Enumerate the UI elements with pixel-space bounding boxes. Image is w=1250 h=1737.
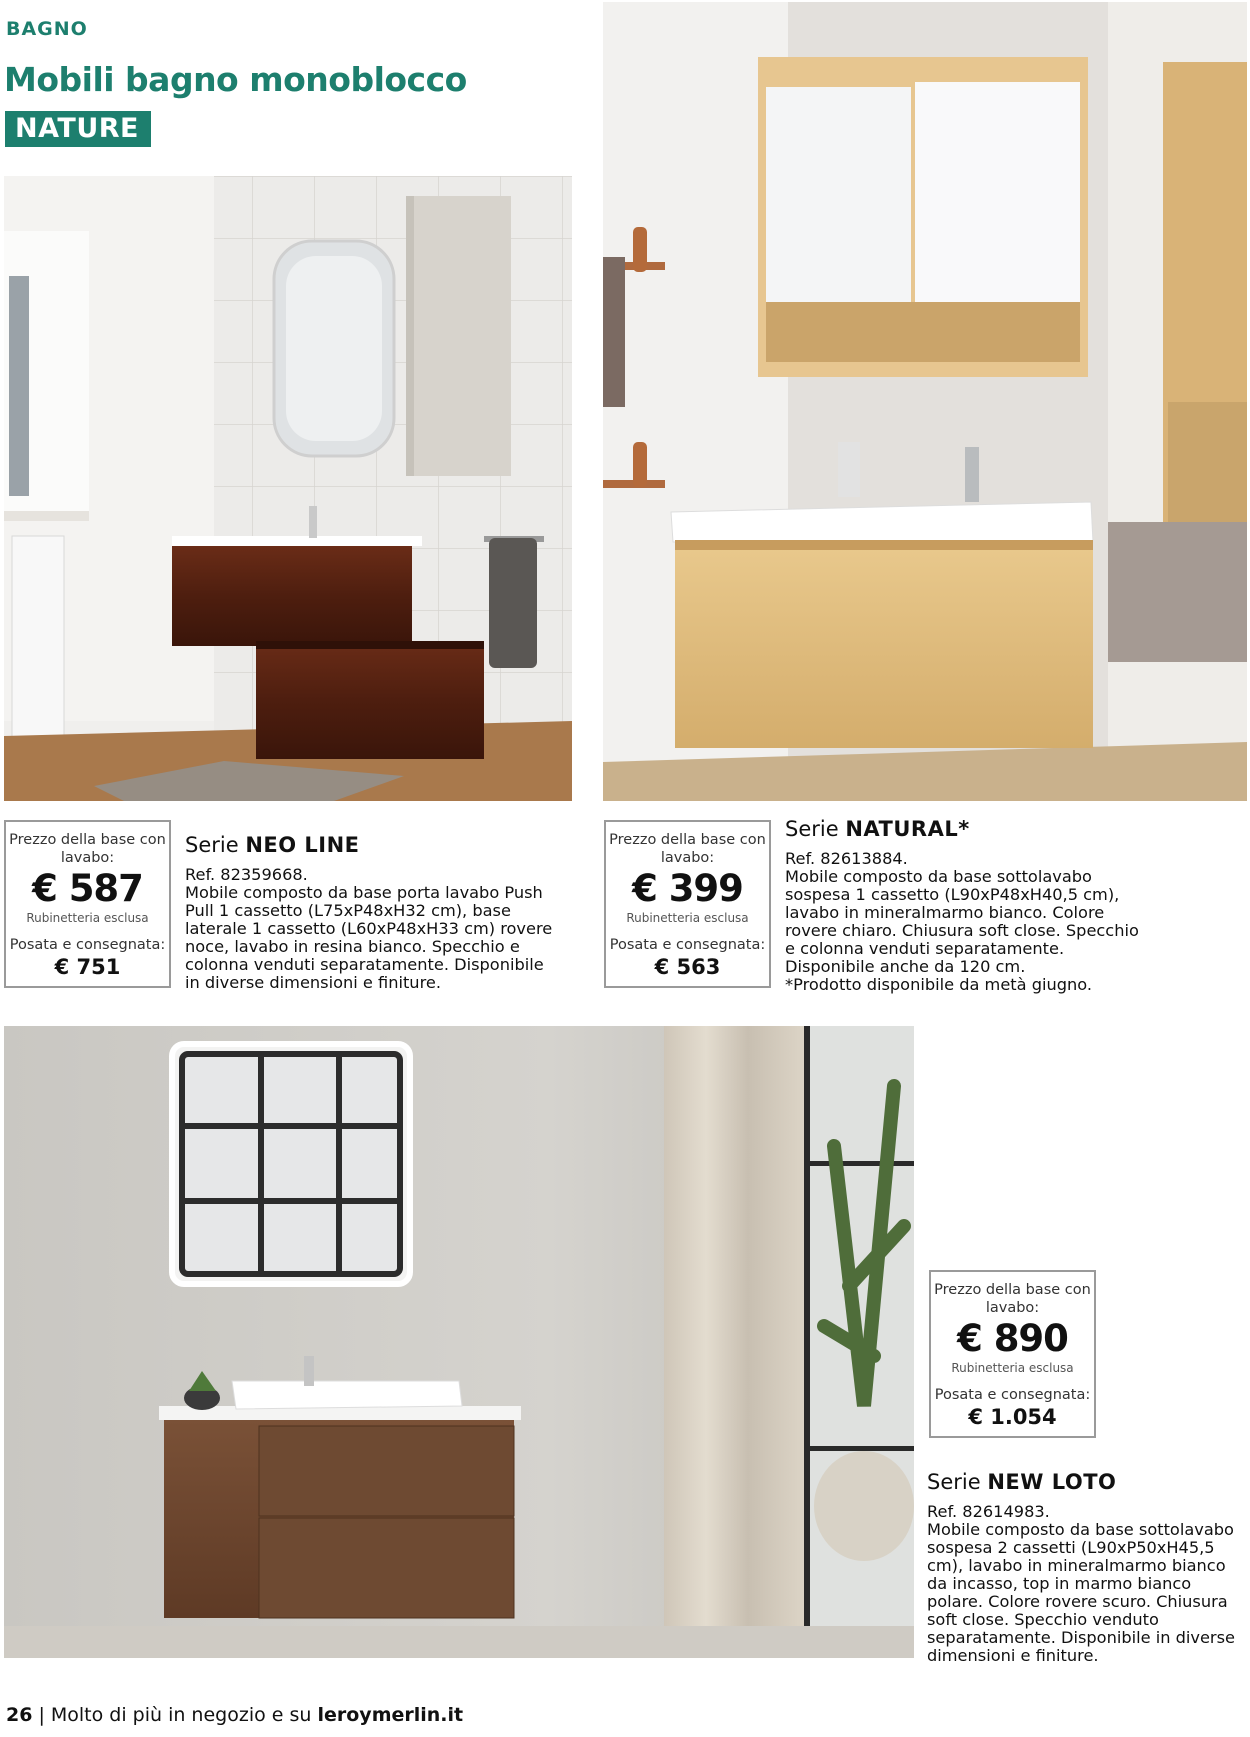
product-description: Mobile composto da base sottolavabo sospesa 2 cassetti (L90xP50xH45,5 cm), lavabo in mineralmarmo bianco da incasso, top in marmo bianco polare. Colore rovere scuro. Chiusura soft close. Specchio venduto separatamente. Disponibile in diverse dimensioni e finiture. (927, 1520, 1235, 1665)
neo-line-description-block (185, 832, 555, 992)
price-note: Rubinetteria esclusa (26, 911, 149, 925)
price-label: Prezzo della base con lavabo: (9, 832, 166, 866)
natural-photo (603, 2, 1247, 801)
delivered-label: Posata e consegnata: (9, 937, 166, 953)
footer-text: Molto di più in negozio e su (50, 1704, 312, 1726)
neo-line-price-box (4, 820, 171, 988)
product-ref: Ref. 82613884. (785, 849, 908, 868)
footer-site-link[interactable]: leroymerlin.it (317, 1704, 464, 1726)
delivered-label: Posata e consegnata: (934, 1387, 1091, 1403)
product-description: Mobile composto da base sottolavabo sospesa 1 cassetto (L90xP48xH40,5 cm), lavabo in mineralmarmo bianco. Colore rovere chiaro. Chiusura soft close. Specchio e colonna venduti separatamente. Disponibile anche da 120 cm. (785, 867, 1139, 976)
serie-title: Serie NEO LINE (185, 833, 360, 857)
product-footnote: *Prodotto disponibile da metà giugno. (785, 975, 1093, 994)
product-description: Mobile composto da base porta lavabo Push Pull 1 cassetto (L75xP48xH32 cm), base laterale 1 cassetto (L60xP48xH33 cm) rovere noce, lavabo in resina bianco. Specchio e colonna venduti separatamente. Disponibile in diverse dimensioni e finiture. (185, 883, 553, 992)
new-loto-price-box (929, 1270, 1096, 1438)
price-note: Rubinetteria esclusa (626, 911, 749, 925)
price-label: Prezzo della base con lavabo: (934, 1282, 1091, 1316)
collection-tag: NATURE (5, 111, 151, 147)
natural-price-box (604, 820, 771, 988)
product-ref: Ref. 82614983. (927, 1502, 1050, 1521)
price-note: Rubinetteria esclusa (951, 1361, 1074, 1375)
new-loto-description-block (927, 1469, 1247, 1665)
delivered-price: € 1.054 (968, 1405, 1057, 1429)
serie-title: Serie NATURAL* (785, 817, 970, 841)
delivered-label: Posata e consegnata: (609, 937, 766, 953)
footer: 26 | Molto di più in negozio e su leroymerlin.it (6, 1704, 464, 1726)
delivered-price: € 563 (654, 955, 721, 979)
price-value: € 399 (632, 867, 743, 910)
delivered-price: € 751 (54, 955, 121, 979)
new-loto-photo (4, 1026, 914, 1658)
price-value: € 890 (957, 1317, 1068, 1360)
serie-title: Serie NEW LOTO (927, 1470, 1117, 1494)
page-number: 26 (6, 1704, 33, 1726)
neo-line-photo (4, 176, 572, 801)
section-label: BAGNO (6, 18, 88, 40)
product-ref: Ref. 82359668. (185, 865, 308, 884)
price-value: € 587 (32, 867, 143, 910)
page-title: Mobili bagno monoblocco (4, 60, 467, 99)
natural-description-block (785, 816, 1150, 994)
price-label: Prezzo della base con lavabo: (609, 832, 766, 866)
